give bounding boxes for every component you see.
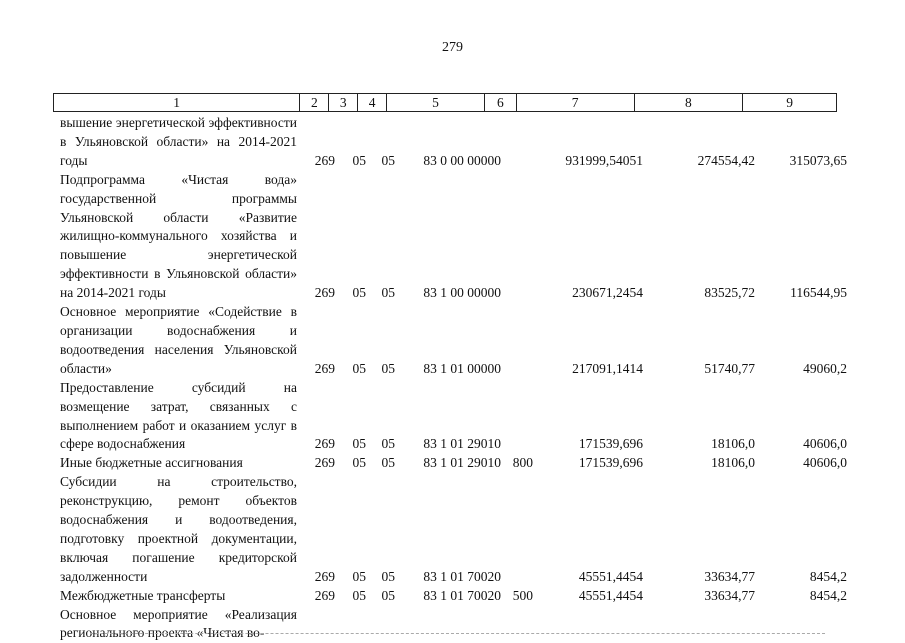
cell-col-2: 269 — [314, 152, 335, 168]
cell-col-2: 269 — [314, 360, 335, 376]
cell-col-3: 05 — [352, 360, 366, 376]
row-name: Основное мероприятие «Реализация регионального проекта «Чистая во- — [60, 606, 297, 641]
cell-col-5: 83 0 00 00000 — [423, 152, 501, 168]
row-name: Субсидии на строительство, реконструкцию, ремонт объектов водоснабжения и водоотведения, подготовку проектной документации, включая погашение кредиторской задолженности — [60, 474, 297, 584]
cell-col-4: 05 — [381, 436, 395, 452]
cell-col-3: 05 — [352, 455, 366, 471]
table-header — [53, 93, 837, 112]
header-col-1: 1 — [54, 94, 300, 111]
cell-col-2: 269 — [314, 587, 335, 603]
cell-col-8: 33634,77 — [704, 568, 755, 584]
cell-col-8: 33634,77 — [704, 587, 755, 603]
header-col-2: 2 — [300, 94, 329, 111]
cell-col-7: 931999,54051 — [565, 152, 643, 168]
cell-col-5: 83 1 00 00000 — [423, 285, 501, 301]
cell-col-5: 83 1 01 70020 — [423, 568, 501, 584]
table-row — [60, 587, 850, 606]
cell-col-8: 51740,77 — [704, 360, 755, 376]
cell-col-7: 45551,4454 — [578, 568, 643, 584]
cell-col-9: 49060,2 — [803, 360, 847, 376]
cell-col-4: 05 — [381, 360, 395, 376]
header-col-7: 7 — [517, 94, 635, 111]
cell-col-3: 05 — [352, 152, 366, 168]
cell-col-8: 18106,0 — [711, 436, 755, 452]
cell-col-9: 8454,2 — [809, 587, 847, 603]
table-body — [60, 114, 850, 643]
row-name: Предоставление субсидий на возмещение затрат, связанных с выполнением работ и оказанием услуг в сфере водоснабжения — [60, 379, 297, 452]
cell-col-3: 05 — [352, 587, 366, 603]
row-name: Основное мероприятие «Содействие в организации водоснабжения и водоотведения населения Ульяновской области» — [60, 304, 297, 376]
cell-col-2: 269 — [314, 455, 335, 471]
row-name: Подпрограмма «Чистая вода» государственной программы Ульяновской области «Развитие жилищно-коммунального хозяйства и повышение энергетической эффективности в Ульяновской области» на 2014-2021 годы — [60, 171, 297, 301]
table-row — [60, 454, 850, 473]
cell-col-3: 05 — [352, 568, 366, 584]
cell-col-9: 116544,95 — [790, 285, 847, 301]
cell-col-4: 05 — [381, 285, 395, 301]
table-row — [60, 606, 850, 643]
cell-col-3: 05 — [352, 285, 366, 301]
cell-col-7: 230671,2454 — [572, 285, 643, 301]
cell-col-5: 83 1 01 29010 — [423, 436, 501, 452]
cell-col-5: 83 1 01 00000 — [423, 360, 501, 376]
cell-col-9: 40606,0 — [803, 455, 847, 471]
cell-col-4: 05 — [381, 587, 395, 603]
cell-col-7: 171539,696 — [578, 436, 643, 452]
cell-col-2: 269 — [314, 436, 335, 452]
table-row — [60, 473, 850, 586]
cell-col-6: 500 — [512, 587, 533, 603]
header-col-8: 8 — [635, 94, 744, 111]
bottom-scan-artifact — [90, 633, 825, 634]
cell-col-9: 40606,0 — [803, 436, 847, 452]
cell-col-8: 18106,0 — [711, 455, 755, 471]
row-name: Межбюджетные трансферты — [60, 587, 226, 603]
header-col-6: 6 — [485, 94, 517, 111]
cell-col-7: 171539,696 — [578, 455, 643, 471]
cell-col-7: 217091,1414 — [572, 360, 643, 376]
cell-col-4: 05 — [381, 568, 395, 584]
cell-col-4: 05 — [381, 152, 395, 168]
cell-col-4: 05 — [381, 455, 395, 471]
cell-col-5: 83 1 01 29010 — [423, 455, 501, 471]
cell-col-7: 45551,4454 — [578, 587, 643, 603]
table-row — [60, 303, 850, 379]
cell-col-8: 274554,42 — [697, 152, 755, 168]
cell-col-5: 83 1 01 70020 — [423, 587, 501, 603]
cell-col-2: 269 — [314, 285, 335, 301]
header-col-5: 5 — [387, 94, 485, 111]
cell-col-2: 269 — [314, 568, 335, 584]
cell-col-6: 800 — [512, 455, 533, 471]
table-row — [60, 379, 850, 455]
header-col-4: 4 — [358, 94, 387, 111]
row-name: вышение энергетической эффективности в Ульяновской области» на 2014-2021 годы — [60, 115, 297, 168]
cell-col-9: 315073,65 — [789, 152, 847, 168]
table-row — [60, 171, 850, 303]
header-col-3: 3 — [329, 94, 358, 111]
cell-col-8: 83525,72 — [704, 285, 755, 301]
row-name: Иные бюджетные ассигнования — [60, 455, 243, 471]
cell-col-3: 05 — [352, 436, 366, 452]
header-col-9: 9 — [786, 95, 793, 110]
table-row — [60, 114, 850, 171]
page-number: 279 — [442, 40, 463, 55]
cell-col-9: 8454,2 — [809, 568, 847, 584]
